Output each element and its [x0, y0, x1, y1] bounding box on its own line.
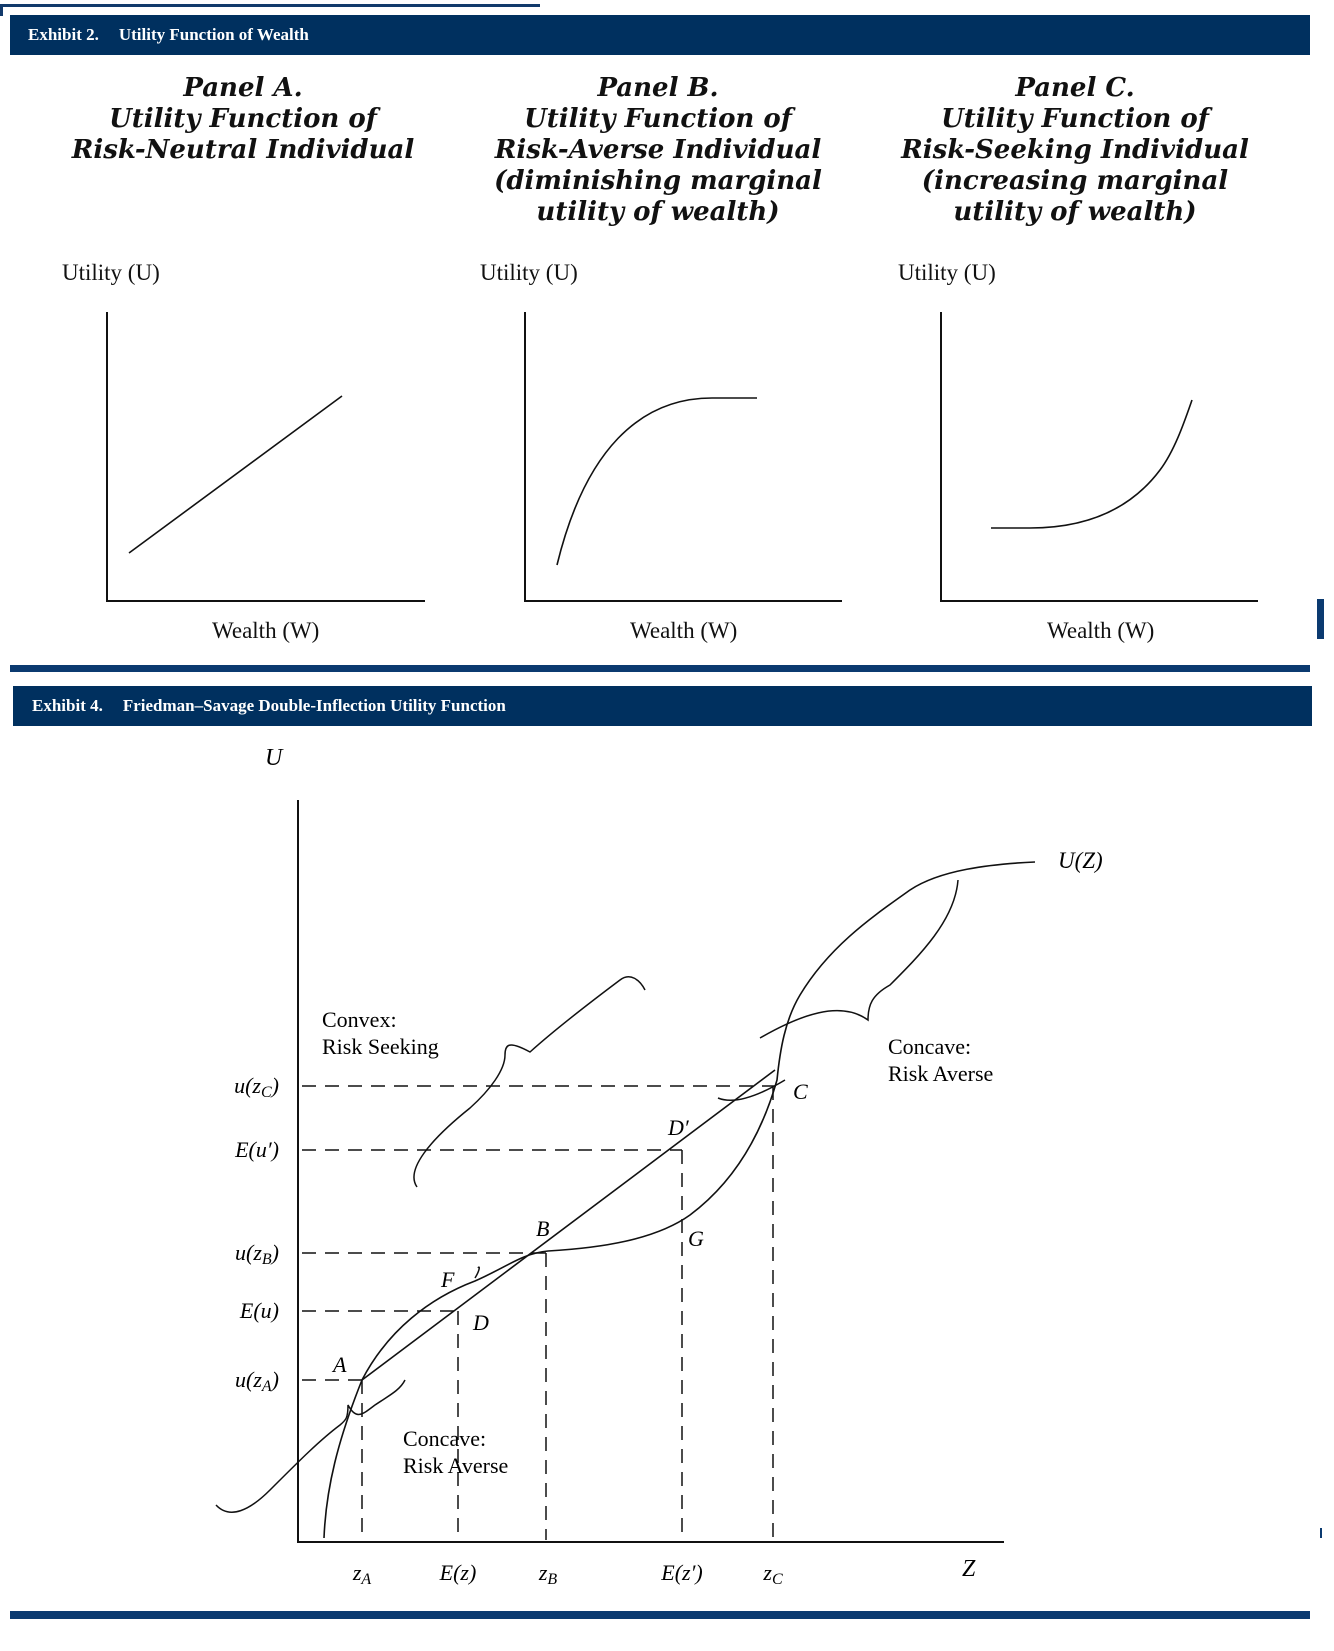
panel-c-title-line: Utility Function of	[941, 104, 1209, 134]
panel-c-x-label: Wealth (W)	[1047, 618, 1155, 643]
panel-b-title-line: Utility Function of	[524, 104, 792, 134]
point-label-b: B	[536, 1216, 550, 1241]
y-tick-u-za: u(zA)	[235, 1367, 279, 1395]
x-tick-ez-prime: E(z′)	[661, 1560, 703, 1585]
region-concave-lower-line2: Risk Averse	[403, 1453, 509, 1478]
chord-a-c	[362, 1070, 775, 1380]
panel-a-x-label: Wealth (W)	[212, 618, 320, 643]
x-tick-zc: zC	[763, 1560, 783, 1588]
panel-b-y-label: Utility (U)	[480, 260, 578, 285]
lower-concave-brace	[216, 1380, 405, 1512]
panel-c-title-line: utility of wealth)	[953, 197, 1197, 227]
exhibit4-number: Exhibit 4.	[32, 696, 103, 715]
panel-c-title-line: Panel C.	[1015, 73, 1135, 103]
panel-a-title-line: Panel A.	[183, 73, 303, 103]
y-axis-label: U	[265, 745, 283, 771]
curve-segment-f	[475, 1267, 479, 1278]
panel-b-title-line: Panel B.	[597, 73, 719, 103]
panel-c-title-line: (increasing marginal	[921, 166, 1229, 196]
y-tick-u-zc: u(zC)	[234, 1073, 279, 1101]
point-label-d: D	[473, 1310, 489, 1335]
panel-a-y-label: Utility (U)	[62, 260, 160, 285]
point-label-g: G	[688, 1226, 704, 1251]
y-tick-u-zb: u(zB)	[235, 1240, 279, 1268]
bottom-rule	[10, 1611, 1310, 1619]
curve-label-uz: U(Z)	[1058, 848, 1103, 873]
exhibit2-number: Exhibit 2.	[28, 25, 99, 44]
panel-a-title-line: Utility Function of	[109, 104, 377, 134]
point-label-f: F	[441, 1267, 455, 1292]
region-convex-line1: Convex:	[322, 1007, 397, 1032]
x-tick-ez: E(z)	[439, 1560, 477, 1585]
region-concave-upper-line2: Risk Averse	[888, 1061, 994, 1086]
point-label-c: C	[793, 1079, 808, 1104]
panel-b-title-line: (diminishing marginal	[494, 166, 822, 196]
panel-c-title-line: Risk-Seeking Individual	[901, 135, 1249, 165]
panel-b-title-line: Risk-Averse Individual	[494, 135, 822, 165]
y-tick-e-u-prime: E(u′)	[235, 1137, 279, 1162]
panel-b-title-line: utility of wealth)	[536, 197, 780, 227]
exhibit2-title: Utility Function of Wealth	[118, 25, 309, 44]
x-tick-zb: zB	[538, 1560, 558, 1588]
panel-a-title-line: Risk-Neutral Individual	[71, 135, 415, 165]
panel-c-y-label: Utility (U)	[898, 260, 996, 285]
region-convex-line2: Risk Seeking	[322, 1034, 439, 1059]
x-axis-label: Z	[962, 1556, 976, 1582]
point-label-a: A	[333, 1352, 347, 1377]
panel-b-x-label: Wealth (W)	[630, 618, 738, 643]
convex-brace	[414, 977, 645, 1187]
x-tick-za: zA	[352, 1560, 372, 1588]
region-concave-upper-line1: Concave:	[888, 1034, 972, 1059]
exhibit4-title: Friedman–Savage Double-Inflection Utility Function	[122, 696, 506, 715]
point-label-d-prime: D′	[668, 1115, 689, 1140]
region-concave-lower-line1: Concave:	[403, 1426, 487, 1451]
y-tick-e-u: E(u)	[239, 1298, 279, 1323]
